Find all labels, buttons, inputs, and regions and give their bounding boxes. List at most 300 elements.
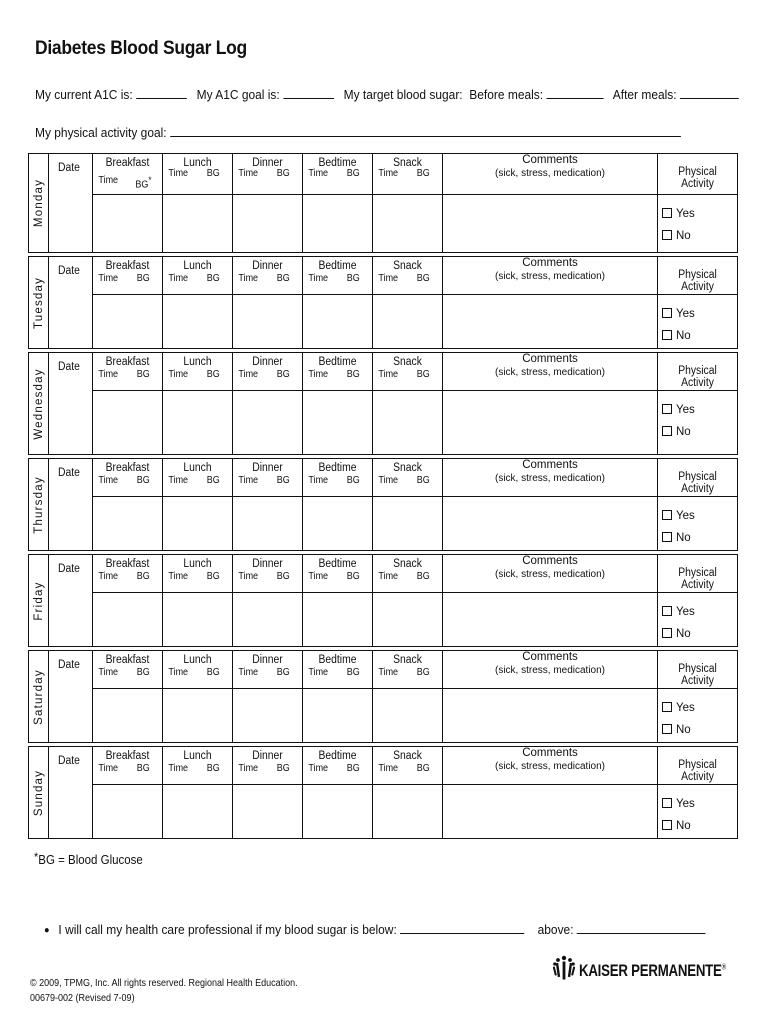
meal-entry-cell[interactable] xyxy=(163,295,233,349)
meal-header-bedtime xyxy=(303,459,373,497)
checkbox-icon[interactable] xyxy=(662,798,672,808)
time-subheader: Time xyxy=(238,763,259,774)
day-block-monday xyxy=(28,153,738,253)
meal-header-snack xyxy=(373,154,443,195)
time-subheader: Time xyxy=(168,763,189,774)
activity-no-option[interactable] xyxy=(662,421,737,443)
meal-header-dinner xyxy=(233,257,303,295)
meal-header-breakfast xyxy=(93,257,163,295)
meal-name: Dinner xyxy=(252,260,283,272)
meal-entry-cell[interactable] xyxy=(373,497,443,551)
checkbox-icon[interactable] xyxy=(662,404,672,414)
time-subheader: Time xyxy=(168,168,189,179)
meal-entry-cell[interactable] xyxy=(163,689,233,743)
date-label: Date xyxy=(58,265,80,277)
meal-header-snack xyxy=(373,555,443,593)
form-number: 00679-002 (Revised 7-09) xyxy=(30,993,135,1004)
checkbox-icon[interactable] xyxy=(662,510,672,520)
bg-subheader-wrap xyxy=(207,571,220,582)
bg-subheader: BG xyxy=(135,179,149,191)
bg-subheader-wrap xyxy=(135,175,151,190)
meal-name: Lunch xyxy=(183,462,212,474)
call-above-label: above: xyxy=(537,922,574,937)
bg-subheader: BG xyxy=(206,273,220,284)
meal-header-dinner xyxy=(233,747,303,785)
meal-entry-cell[interactable] xyxy=(373,295,443,349)
call-below-label: I will call my health care professional if my blood sugar is below: xyxy=(58,922,397,937)
bg-subheader-wrap xyxy=(207,667,220,678)
bg-subheader-wrap xyxy=(137,369,150,380)
meal-name: Snack xyxy=(393,157,422,169)
date-cell[interactable] xyxy=(49,257,93,349)
activity-no-option[interactable] xyxy=(662,527,737,549)
bg-subheader-wrap xyxy=(137,475,150,486)
meal-entry-cell[interactable] xyxy=(233,295,303,349)
physical-activity-options xyxy=(658,295,738,349)
meal-entry-cell[interactable] xyxy=(233,785,303,839)
physical-activity-label: Physical Activity xyxy=(678,759,717,783)
meal-header-bedtime xyxy=(303,257,373,295)
bg-subheader: BG xyxy=(276,763,290,774)
footnote-text: BG = Blood Glucose xyxy=(38,853,143,867)
meal-entry-cell[interactable] xyxy=(233,391,303,455)
meal-name: Bedtime xyxy=(318,750,357,762)
meal-header-snack xyxy=(373,353,443,391)
time-subheader: Time xyxy=(308,667,329,678)
time-subheader: Time xyxy=(378,667,399,678)
meal-header-breakfast xyxy=(93,747,163,785)
target-label: My target blood sugar: xyxy=(343,87,463,102)
comments-entry-cell[interactable] xyxy=(443,593,658,647)
meal-header-bedtime xyxy=(303,154,373,195)
meal-name: Lunch xyxy=(183,157,212,169)
physical-activity-options xyxy=(658,195,738,253)
bg-subheader-wrap xyxy=(417,571,430,582)
time-subheader: Time xyxy=(378,369,399,380)
checkbox-icon[interactable] xyxy=(662,208,672,218)
day-block-wednesday xyxy=(28,352,738,455)
date-label: Date xyxy=(58,361,80,373)
date-label: Date xyxy=(58,467,80,479)
day-label-monday: Monday xyxy=(32,178,45,228)
bg-subheader-wrap xyxy=(417,273,430,284)
meal-entry-cell[interactable] xyxy=(303,295,373,349)
time-subheader: Time xyxy=(168,667,189,678)
activity-goal-label: My physical activity goal: xyxy=(35,125,167,140)
meal-entry-cell[interactable] xyxy=(303,593,373,647)
meal-entry-cell[interactable] xyxy=(303,195,373,253)
meal-header-dinner xyxy=(233,555,303,593)
bg-subheader: BG xyxy=(206,475,220,486)
meal-entry-cell[interactable] xyxy=(93,593,163,647)
activity-yes-label: Yes xyxy=(676,404,695,416)
comments-entry-cell[interactable] xyxy=(443,785,658,839)
copyright-line: © 2009, TPMG, Inc. All rights reserved. Regional Health Education. xyxy=(30,978,298,989)
day-label-wednesday: Wednesday xyxy=(32,367,45,440)
meal-entry-cell[interactable] xyxy=(163,593,233,647)
comments-header xyxy=(443,257,658,295)
meal-header-bedtime xyxy=(303,747,373,785)
meal-entry-cell[interactable] xyxy=(373,689,443,743)
bg-subheader-wrap xyxy=(347,168,360,179)
time-subheader: Time xyxy=(238,571,259,582)
physical-activity-label: Physical Activity xyxy=(678,365,717,389)
time-subheader: Time xyxy=(378,273,399,284)
meal-entry-cell[interactable] xyxy=(163,391,233,455)
comments-entry-cell[interactable] xyxy=(443,689,658,743)
date-cell[interactable] xyxy=(49,459,93,551)
bg-subheader: BG xyxy=(416,571,430,582)
time-subheader: Time xyxy=(308,475,329,486)
bg-subheader-wrap xyxy=(277,667,290,678)
comments-label: Comments xyxy=(522,747,578,759)
meal-name: Snack xyxy=(393,462,422,474)
activity-no-label: No xyxy=(676,820,691,832)
meal-entry-cell[interactable] xyxy=(163,195,233,253)
bg-subheader: BG xyxy=(346,168,360,179)
meal-name: Breakfast xyxy=(105,654,150,666)
kaiser-logo-icon xyxy=(553,955,575,981)
bg-subheader-wrap xyxy=(417,168,430,179)
physical-activity-label: Physical Activity xyxy=(678,166,717,190)
bg-subheader: BG xyxy=(416,667,430,678)
checkbox-icon[interactable] xyxy=(662,628,672,638)
activity-no-label: No xyxy=(676,724,691,736)
day-block-friday xyxy=(28,554,738,647)
bg-subheader: BG xyxy=(346,475,360,486)
meal-entry-cell[interactable] xyxy=(233,497,303,551)
activity-no-label: No xyxy=(676,532,691,544)
bg-subheader-wrap xyxy=(277,763,290,774)
day-block-tuesday xyxy=(28,256,738,349)
bg-subheader-wrap xyxy=(207,763,220,774)
comments-header xyxy=(443,353,658,391)
footnote-star: * xyxy=(34,850,39,864)
after-meals-field[interactable] xyxy=(680,87,739,99)
time-subheader: Time xyxy=(308,763,329,774)
a1c-goal-label: My A1C goal is: xyxy=(196,87,280,102)
time-subheader: Time xyxy=(308,369,329,380)
physical-activity-label: Physical Activity xyxy=(678,567,717,591)
a1c-goal-field[interactable] xyxy=(283,87,334,99)
activity-yes-option[interactable] xyxy=(662,303,737,325)
meal-entry-cell[interactable] xyxy=(303,785,373,839)
meal-name: Breakfast xyxy=(105,260,150,272)
page-title: Diabetes Blood Sugar Log xyxy=(35,38,247,59)
bg-subheader-wrap xyxy=(277,369,290,380)
bg-star: * xyxy=(148,175,152,185)
comments-sub: (sick, stress, medication) xyxy=(494,569,606,580)
day-label-cell xyxy=(29,651,49,743)
meal-header-dinner xyxy=(233,651,303,689)
physical-activity-header xyxy=(658,154,738,195)
activity-no-label: No xyxy=(676,330,691,342)
bg-subheader-wrap xyxy=(137,571,150,582)
comments-entry-cell[interactable] xyxy=(443,295,658,349)
comments-entry-cell[interactable] xyxy=(443,195,658,253)
bg-subheader-wrap xyxy=(277,475,290,486)
day-label-sunday: Sunday xyxy=(32,769,45,816)
bg-subheader: BG xyxy=(206,763,220,774)
bg-subheader: BG xyxy=(276,475,290,486)
meal-header-lunch xyxy=(163,651,233,689)
meal-header-bedtime xyxy=(303,353,373,391)
comments-header xyxy=(443,154,658,195)
meal-entry-cell[interactable] xyxy=(233,689,303,743)
a1c-goals-line xyxy=(35,87,739,102)
meal-entry-cell[interactable] xyxy=(93,391,163,455)
meal-name: Snack xyxy=(393,558,422,570)
time-subheader: Time xyxy=(98,369,119,380)
meal-name: Dinner xyxy=(252,750,283,762)
time-subheader: Time xyxy=(378,475,399,486)
time-subheader: Time xyxy=(308,571,329,582)
comments-entry-cell[interactable] xyxy=(443,391,658,455)
meal-entry-cell[interactable] xyxy=(93,497,163,551)
bg-subheader: BG xyxy=(136,273,150,284)
bg-subheader: BG xyxy=(346,571,360,582)
time-subheader: Time xyxy=(98,763,119,774)
copyright xyxy=(30,976,298,1006)
before-meals-field[interactable] xyxy=(546,87,603,99)
meal-header-lunch xyxy=(163,353,233,391)
time-subheader: Time xyxy=(168,475,189,486)
bg-subheader-wrap xyxy=(207,168,220,179)
physical-activity-options xyxy=(658,497,738,551)
comments-header xyxy=(443,555,658,593)
activity-yes-option[interactable] xyxy=(662,505,737,527)
meal-name: Bedtime xyxy=(318,462,357,474)
meal-name: Bedtime xyxy=(318,558,357,570)
meal-header-breakfast xyxy=(93,154,163,195)
checkbox-icon[interactable] xyxy=(662,330,672,340)
day-block-saturday xyxy=(28,650,738,743)
date-label: Date xyxy=(58,659,80,671)
meal-name: Lunch xyxy=(183,750,212,762)
bg-subheader-wrap xyxy=(277,168,290,179)
activity-yes-label: Yes xyxy=(676,510,695,522)
bg-subheader-wrap xyxy=(277,571,290,582)
bg-subheader: BG xyxy=(206,168,220,179)
meal-header-snack xyxy=(373,257,443,295)
bg-footnote xyxy=(34,850,143,867)
bg-subheader: BG xyxy=(416,273,430,284)
meal-entry-cell[interactable] xyxy=(303,689,373,743)
time-subheader: Time xyxy=(98,667,119,678)
a1c-current-label: My current A1C is: xyxy=(35,87,133,102)
meal-entry-cell[interactable] xyxy=(373,195,443,253)
checkbox-icon[interactable] xyxy=(662,702,672,712)
bg-subheader: BG xyxy=(136,571,150,582)
comments-header xyxy=(443,747,658,785)
time-subheader: Time xyxy=(378,168,399,179)
bg-subheader: BG xyxy=(276,273,290,284)
activity-no-option[interactable] xyxy=(662,815,737,837)
meal-header-lunch xyxy=(163,555,233,593)
time-subheader: Time xyxy=(168,273,189,284)
meal-header-dinner xyxy=(233,353,303,391)
bg-subheader: BG xyxy=(276,571,290,582)
meal-name: Dinner xyxy=(252,462,283,474)
bg-subheader-wrap xyxy=(417,369,430,380)
a1c-current-field[interactable] xyxy=(136,87,187,99)
meal-name: Lunch xyxy=(183,260,212,272)
call-above-field[interactable] xyxy=(577,922,706,934)
call-below-field[interactable] xyxy=(400,922,524,934)
meal-header-dinner xyxy=(233,154,303,195)
activity-no-option[interactable] xyxy=(662,225,737,247)
meal-name: Breakfast xyxy=(105,750,150,762)
bg-subheader: BG xyxy=(276,667,290,678)
activity-yes-option[interactable] xyxy=(662,203,737,225)
activity-yes-label: Yes xyxy=(676,702,695,714)
after-meals-label: After meals: xyxy=(612,87,677,102)
checkbox-icon[interactable] xyxy=(662,308,672,318)
date-cell[interactable] xyxy=(49,353,93,455)
meal-header-breakfast xyxy=(93,651,163,689)
time-subheader: Time xyxy=(238,273,259,284)
checkbox-icon[interactable] xyxy=(662,532,672,542)
activity-yes-label: Yes xyxy=(676,308,695,320)
date-cell[interactable] xyxy=(49,747,93,839)
bg-subheader: BG xyxy=(346,369,360,380)
activity-no-option[interactable] xyxy=(662,623,737,645)
bg-subheader: BG xyxy=(206,667,220,678)
checkbox-icon[interactable] xyxy=(662,606,672,616)
physical-activity-header xyxy=(658,651,738,689)
meal-name: Dinner xyxy=(252,356,283,368)
time-subheader: Time xyxy=(98,273,119,284)
date-cell[interactable] xyxy=(49,154,93,253)
bg-subheader-wrap xyxy=(347,763,360,774)
bg-subheader: BG xyxy=(276,369,290,380)
activity-goal-field[interactable] xyxy=(170,125,681,137)
meal-entry-cell[interactable] xyxy=(373,593,443,647)
bg-subheader: BG xyxy=(346,763,360,774)
activity-yes-option[interactable] xyxy=(662,793,737,815)
activity-yes-option[interactable] xyxy=(662,601,737,623)
meal-header-snack xyxy=(373,459,443,497)
physical-activity-header xyxy=(658,555,738,593)
bg-subheader: BG xyxy=(416,475,430,486)
time-subheader: Time xyxy=(238,667,259,678)
time-subheader: Time xyxy=(238,168,259,179)
bg-subheader-wrap xyxy=(207,369,220,380)
meal-entry-cell[interactable] xyxy=(93,295,163,349)
day-label-cell xyxy=(29,459,49,551)
activity-yes-option[interactable] xyxy=(662,399,737,421)
meal-name: Lunch xyxy=(183,558,212,570)
day-label-cell xyxy=(29,353,49,455)
bg-subheader-wrap xyxy=(347,273,360,284)
meal-name: Snack xyxy=(393,654,422,666)
meal-header-snack xyxy=(373,747,443,785)
activity-goal-line xyxy=(35,125,681,140)
activity-yes-label: Yes xyxy=(676,606,695,618)
time-subheader: Time xyxy=(98,475,119,486)
bg-subheader: BG xyxy=(136,667,150,678)
time-subheader: Time xyxy=(98,175,119,186)
activity-yes-option[interactable] xyxy=(662,697,737,719)
physical-activity-label: Physical Activity xyxy=(678,663,717,687)
meal-header-snack xyxy=(373,651,443,689)
day-block-sunday xyxy=(28,746,738,839)
meal-entry-cell[interactable] xyxy=(303,391,373,455)
meal-entry-cell[interactable] xyxy=(93,195,163,253)
meal-name: Lunch xyxy=(183,654,212,666)
meal-entry-cell[interactable] xyxy=(163,785,233,839)
meal-entry-cell[interactable] xyxy=(303,497,373,551)
activity-no-option[interactable] xyxy=(662,325,737,347)
checkbox-icon[interactable] xyxy=(662,230,672,240)
comments-sub: (sick, stress, medication) xyxy=(494,271,606,282)
comments-label: Comments xyxy=(522,459,578,471)
comments-label: Comments xyxy=(522,353,578,365)
activity-no-option[interactable] xyxy=(662,719,737,741)
checkbox-icon[interactable] xyxy=(662,724,672,734)
time-subheader: Time xyxy=(98,571,119,582)
day-label-friday: Friday xyxy=(32,580,45,621)
bg-subheader: BG xyxy=(416,168,430,179)
physical-activity-options xyxy=(658,391,738,455)
time-subheader: Time xyxy=(378,763,399,774)
meal-header-dinner xyxy=(233,459,303,497)
day-label-tuesday: Tuesday xyxy=(32,276,45,329)
meal-entry-cell[interactable] xyxy=(233,593,303,647)
comments-sub: (sick, stress, medication) xyxy=(494,168,606,179)
date-cell[interactable] xyxy=(49,555,93,647)
meal-entry-cell[interactable] xyxy=(93,689,163,743)
day-label-cell xyxy=(29,257,49,349)
bg-subheader-wrap xyxy=(207,273,220,284)
day-label-cell xyxy=(29,154,49,253)
meal-name: Breakfast xyxy=(105,157,150,169)
comments-entry-cell[interactable] xyxy=(443,497,658,551)
meal-header-bedtime xyxy=(303,651,373,689)
meal-name: Bedtime xyxy=(318,654,357,666)
bg-subheader-wrap xyxy=(137,763,150,774)
physical-activity-header xyxy=(658,353,738,391)
meal-header-breakfast xyxy=(93,353,163,391)
meal-entry-cell[interactable] xyxy=(373,785,443,839)
checkbox-icon[interactable] xyxy=(662,820,672,830)
meal-header-breakfast xyxy=(93,459,163,497)
meal-entry-cell[interactable] xyxy=(93,785,163,839)
meal-entry-cell[interactable] xyxy=(373,391,443,455)
date-label: Date xyxy=(58,755,80,767)
date-cell[interactable] xyxy=(49,651,93,743)
bg-subheader-wrap xyxy=(347,475,360,486)
time-subheader: Time xyxy=(238,369,259,380)
day-label-saturday: Saturday xyxy=(32,668,45,725)
bg-subheader: BG xyxy=(346,667,360,678)
meal-entry-cell[interactable] xyxy=(163,497,233,551)
meal-name: Snack xyxy=(393,260,422,272)
activity-no-label: No xyxy=(676,230,691,242)
bg-subheader-wrap xyxy=(417,667,430,678)
meal-header-lunch xyxy=(163,257,233,295)
bg-subheader-wrap xyxy=(417,475,430,486)
bg-subheader: BG xyxy=(346,273,360,284)
meal-name: Bedtime xyxy=(318,260,357,272)
bg-subheader: BG xyxy=(416,369,430,380)
time-subheader: Time xyxy=(308,273,329,284)
logo-text: KAISER PERMANENTE xyxy=(579,961,722,980)
meal-entry-cell[interactable] xyxy=(233,195,303,253)
meal-name: Breakfast xyxy=(105,356,150,368)
meal-header-lunch xyxy=(163,459,233,497)
checkbox-icon[interactable] xyxy=(662,426,672,436)
